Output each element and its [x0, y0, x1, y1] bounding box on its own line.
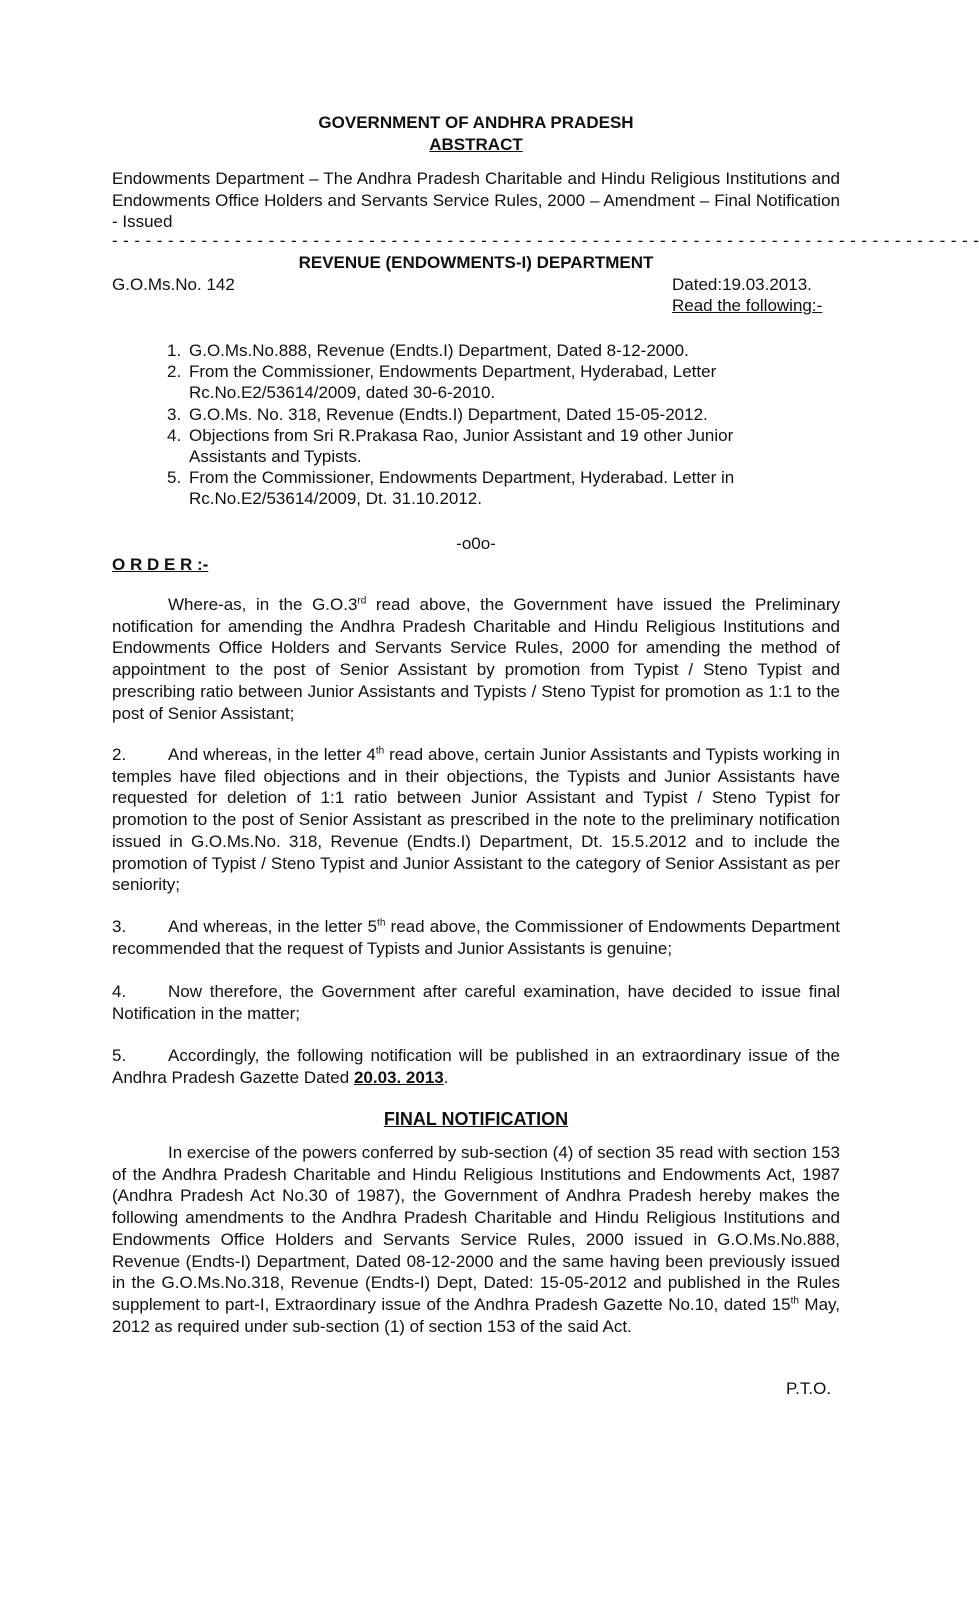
order-paragraph-1: Where-as, in the G.O.3rd read above, the Government have issued the Preliminary notification for amending the Andhra Pradesh Charitable and Hindu Religious Institutions and Endowments Office Holders and Servants Service Rules, 2000 for amending the method of appointment to the post of Senior Assistant by promotion from Typist / Steno Typist and prescribing ratio between Junior Assistants and Typists / Steno Typist for promotion as 1:1 to the post of Senior Assistant; [112, 595, 840, 723]
reference-item [167, 467, 829, 509]
reference-item [167, 340, 807, 361]
subject-text: Endowments Department – The Andhra Pradesh Charitable and Hindu Religious Institutions and Endowments Office Holders and Servants Service Rules, 2000 – Amendment – Final Notification - Issued [112, 169, 840, 232]
order-paragraph-2: 2. And whereas, in the letter 4th read above, certain Junior Assistants and Typists working in temples have filed objections and in their objections, the Typists and Junior Assistants have requested for deletion of 1:1 ratio between Junior Assistant and Typist / Steno Typist for promotion to the post of Senior Assistant as prescribed in the note to the preliminary notification issued in G.O.Ms.No. 318, Revenue (Endts.I) Department, Dt. 15.5.2012 and to include the promotion of Typist / Steno Typist and Junior Assistant to the category of Senior Assistant as per seniority; [112, 745, 840, 895]
abstract-heading: ABSTRACT [429, 135, 523, 154]
reference-number: 2. [167, 362, 182, 382]
order-paragraph-5: 5. Accordingly, the following notification will be published in an extraordinary issue of the Andhra Pradesh Gazette Dated 20.03. 2013. [112, 1046, 840, 1087]
reference-list [167, 340, 807, 510]
reference-text: From the Commissioner, Endowments Department, Hyderabad. Letter in Rc.No.E2/53614/2009, Dt. 31.10.2012. [189, 468, 735, 509]
separator: -o0o- [456, 534, 496, 553]
reference-number: 4. [167, 425, 182, 445]
reference-text: G.O.Ms.No.888, Revenue (Endts.I) Department, Dated 8-12-2000. [189, 341, 689, 360]
reference-item [167, 404, 807, 425]
reference-text: Objections from Sri R.Prakasa Rao, Junior Assistant and 19 other Junior Assistants and Typists. [189, 425, 734, 467]
reference-item [167, 361, 729, 403]
go-number: G.O.Ms.No. 142 [112, 275, 235, 294]
order-heading: O R D E R :- [112, 555, 209, 574]
final-notification-heading: FINAL NOTIFICATION [383, 1109, 569, 1129]
department-heading: REVENUE (ENDOWMENTS-I) DEPARTMENT [298, 253, 654, 272]
order-paragraph-3: 3. And whereas, in the letter 5th read above, the Commissioner of Endowments Department recommended that the request of Typists and Junior Assistants is genuine; [112, 917, 840, 958]
read-following: Read the following:- [672, 296, 823, 315]
government-title: GOVERNMENT OF ANDHRA PRADESH [318, 113, 634, 132]
reference-number: 5. [167, 468, 182, 488]
order-paragraph-4: 4. Now therefore, the Government after careful examination, have decided to issue final Notification in the matter; [112, 982, 840, 1023]
reference-text: From the Commissioner, Endowments Department, Hyderabad, Letter Rc.No.E2/53614/2009, dated 30-6-2010. [189, 362, 717, 403]
reference-number: 3. [167, 404, 182, 424]
reference-text: G.O.Ms. No. 318, Revenue (Endts.I) Department, Dated 15-05-2012. [189, 404, 708, 424]
final-notification-text: In exercise of the powers conferred by sub-section (4) of section 35 read with section 153 of the Andhra Pradesh Charitable and Hindu Religious Institutions and Endowments Act, 1987 (Andhra Pradesh Act No.30 of 1987), the Government of Andhra Pradesh hereby makes the following amendments to the Andhra Pradesh Charitable and Hindu Religious Institutions and Endowments Office Holders and Servants Service Rules, 2000 issued in G.O.Ms.No.888, Revenue (Endts-I) Department, Dated 08-12-2000 and the same having been previously issued in the G.O.Ms.No.318, Revenue (Endts-I) Dept, Dated: 15-05-2012 and published in the Rules supplement to part-I, Extraordinary issue of the Andhra Pradesh Gazette No.10, dated 15th May, 2012 as required under sub-section (1) of section 153 of the said Act. [112, 1143, 840, 1336]
dashed-divider: - - - - - - - - - - - - - - - - - - - - - - - - - - - - - - - - - - - - - - - - - - - - - - - - - - - - - - - - - - - - - - - - - - - - - - - - - - - - - - [112, 231, 979, 250]
reference-item [167, 425, 749, 467]
dated: Dated:19.03.2013. [672, 275, 812, 294]
gazette-date: 20.03. 2013 [353, 1067, 444, 1087]
pto-label: P.T.O. [786, 1379, 832, 1398]
reference-number: 1. [167, 341, 182, 360]
